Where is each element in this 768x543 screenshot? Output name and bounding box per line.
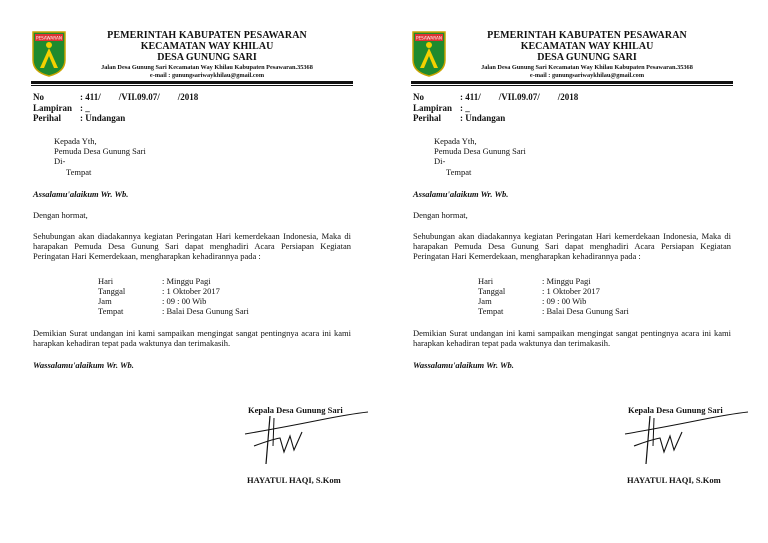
lampiran-label: Lampiran [413, 103, 453, 113]
schedule-label-tanggal: Tanggal [98, 286, 126, 296]
paragraph-1: Sehubungan akan diadakannya kegiatan Peringatan Hari kemerdekaan Indonesia, Maka di harapakan Pemuda Desa Gunung Sari dapat menghadiri Acara Persiapan Kegiatan Peringatan Hari Kemerdekaan, mengharapkan kehadirannya pada : [33, 231, 351, 261]
header-line-1: PEMERINTAH KABUPATEN PESAWARAN [107, 30, 307, 41]
perihal-value: : Undangan [80, 113, 126, 123]
lampiran-label: Lampiran [33, 103, 73, 113]
svg-text:PESAWARAN: PESAWARAN [35, 35, 63, 41]
schedule-value-tanggal: : 1 Oktober 2017 [162, 286, 220, 296]
svg-text:PESAWARAN: PESAWARAN [415, 35, 443, 41]
schedule-value-jam: : 09 : 00 Wib [542, 296, 587, 306]
no-label: No [413, 92, 424, 102]
signer-title: Kepala Desa Gunung Sari [248, 405, 343, 415]
recipient-line-4: Tempat [66, 167, 92, 177]
header-line-2: KECAMATAN WAY KHILAU [140, 41, 274, 52]
recipient-line-4: Tempat [446, 167, 472, 177]
recipient-line-1: Kepada Yth, [434, 136, 477, 146]
schedule-label-tanggal: Tanggal [478, 286, 506, 296]
schedule-value-tempat: : Balai Desa Gunung Sari [162, 306, 249, 316]
schedule-label-hari: Hari [478, 276, 494, 286]
header-address: Jalan Desa Gunung Sari Kecamatan Way Khilau Kabupaten Pesawaran.35368 [101, 64, 313, 71]
schedule-value-hari: : Minggu Pagi [542, 276, 591, 286]
lampiran-value: : _ [80, 103, 90, 113]
perihal-label: Perihal [413, 113, 441, 123]
schedule-value-tempat: : Balai Desa Gunung Sari [542, 306, 629, 316]
greeting: Assalamu'alaikum Wr. Wb. [413, 189, 509, 199]
paragraph-2: Demikian Surat undangan ini kami sampaikan mengingat sangat pentingnya acara ini kami harapkan kehadiran tepat pada waktunya dan terimakasih. [413, 328, 731, 348]
paragraph-2: Demikian Surat undangan ini kami sampaikan mengingat sangat pentingnya acara ini kami harapkan kehadiran tepat pada waktunya dan terimakasih. [33, 328, 351, 348]
header-rule-thick [31, 81, 353, 84]
salutation: Dengan hormat, [33, 210, 88, 220]
header-line-3: DESA GUNUNG SARI [157, 52, 257, 63]
recipient-line-2: Pemuda Desa Gunung Sari [54, 146, 146, 156]
salutation: Dengan hormat, [413, 210, 468, 220]
greeting: Assalamu'alaikum Wr. Wb. [33, 189, 129, 199]
schedule-label-hari: Hari [98, 276, 114, 286]
closing: Wassalamu'alaikum Wr. Wb. [413, 360, 514, 370]
perihal-value: : Undangan [460, 113, 506, 123]
closing: Wassalamu'alaikum Wr. Wb. [33, 360, 134, 370]
header-rule-thin [31, 85, 353, 86]
schedule-value-tanggal: : 1 Oktober 2017 [542, 286, 600, 296]
no-label: No [33, 92, 44, 102]
lampiran-value: : _ [460, 103, 470, 113]
header-line-1: PEMERINTAH KABUPATEN PESAWARAN [487, 30, 687, 41]
paragraph-1: Sehubungan akan diadakannya kegiatan Peringatan Hari kemerdekaan Indonesia, Maka di harapakan Pemuda Desa Gunung Sari dapat menghadiri Acara Persiapan Kegiatan Peringatan Hari Kemerdekaan, mengharapkan kehadirannya pada : [413, 231, 731, 261]
schedule-label-jam: Jam [98, 296, 112, 306]
perihal-label: Perihal [33, 113, 61, 123]
no-value: : 411/ /VII.09.07/ /2018 [460, 92, 579, 102]
recipient-line-2: Pemuda Desa Gunung Sari [434, 146, 526, 156]
header-line-2: KECAMATAN WAY KHILAU [520, 41, 654, 52]
no-value: : 411/ /VII.09.07/ /2018 [80, 92, 199, 102]
schedule-label-jam: Jam [478, 296, 492, 306]
recipient-line-3: Di- [434, 156, 446, 166]
signer-title: Kepala Desa Gunung Sari [628, 405, 723, 415]
schedule-value-hari: : Minggu Pagi [162, 276, 211, 286]
schedule-label-tempat: Tempat [478, 306, 504, 316]
header-line-3: DESA GUNUNG SARI [537, 52, 637, 63]
header-email: e-mail : gunungsariwaykhilau@gmail.com [149, 72, 265, 79]
signer-name: HAYATUL HAQI, S.Kom [627, 475, 721, 485]
recipient-line-3: Di- [54, 156, 66, 166]
schedule-value-jam: : 09 : 00 Wib [162, 296, 207, 306]
header-address: Jalan Desa Gunung Sari Kecamatan Way Khilau Kabupaten Pesawaran.35368 [481, 64, 693, 71]
signature-icon [620, 406, 750, 471]
header-rule-thin [411, 85, 733, 86]
header-rule-thick [411, 81, 733, 84]
letter-right [384, 0, 768, 543]
header-email: e-mail : gunungsariwaykhilau@gmail.com [529, 72, 645, 79]
signature-icon [240, 406, 370, 471]
signer-name: HAYATUL HAQI, S.Kom [247, 475, 341, 485]
schedule-label-tempat: Tempat [98, 306, 124, 316]
recipient-line-1: Kepada Yth, [54, 136, 97, 146]
